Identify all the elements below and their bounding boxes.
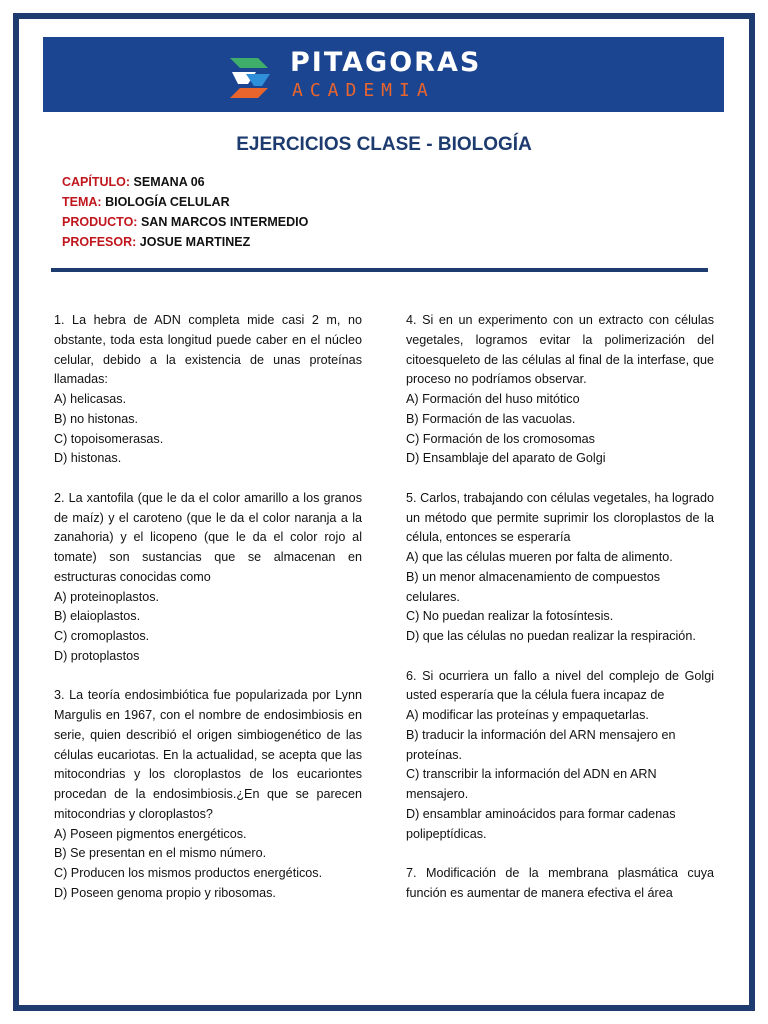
meta-key: PRODUCTO: — [62, 215, 138, 229]
option: B) elaioplastos. — [54, 609, 141, 624]
meta-key: CAPÍTULO: — [62, 175, 131, 189]
option: D) ensamblar aminoácidos para formar cadenas polipeptídicas. — [406, 806, 676, 841]
option: A) Formación del huso mitótico — [406, 392, 580, 406]
option: B) un menor almacenamiento de compuestos celulares. — [406, 569, 661, 604]
meta-value: BIOLOGÍA CELULAR — [105, 195, 230, 209]
meta-value: SAN MARCOS INTERMEDIO — [140, 215, 309, 229]
option: A) modificar las proteínas y empaquetarlas. — [406, 708, 649, 722]
option: D) que las células no puedan realizar la respiración. — [406, 629, 696, 643]
meta-row-topic — [62, 192, 308, 212]
question-4 — [406, 311, 714, 469]
course-info — [62, 172, 308, 252]
brand-name: PITAGORAS — [290, 47, 482, 78]
meta-key: PROFESOR: — [62, 235, 137, 249]
option: B) Formación de las vacuolas. — [406, 411, 576, 426]
left-column — [54, 311, 362, 923]
question-1 — [54, 311, 362, 469]
right-column — [406, 311, 714, 923]
question-3 — [54, 686, 362, 903]
option: D) protoplastos — [54, 648, 140, 663]
question-stem: 1. La hebra de ADN completa mide casi 2 m, no obstante, toda esta longitud puede caber en el núcleo celular, debido a la existencia de unas proteínas llamadas: — [54, 313, 362, 387]
pitagoras-logo-icon — [228, 50, 274, 102]
option: A) helicasas. — [54, 392, 127, 406]
question-stem: 6. Si ocurriera un fallo a nivel del complejo de Golgi usted esperaría que la célula fuera incapaz de — [406, 668, 714, 703]
meta-value: SEMANA 06 — [133, 175, 205, 189]
option: A) Poseen pigmentos energéticos. — [54, 826, 247, 841]
question-5 — [406, 489, 714, 647]
option: D) Ensamblaje del aparato de Golgi — [406, 451, 606, 466]
option: A) que las células mueren por falta de alimento. — [406, 550, 673, 564]
page-title: EJERCICIOS CLASE - BIOLOGÍA — [236, 134, 532, 155]
option: C) No puedan realizar la fotosíntesis. — [406, 609, 614, 624]
header-divider — [51, 268, 708, 272]
option: C) cromoplastos. — [54, 629, 150, 643]
meta-value: JOSUE MARTINEZ — [139, 235, 251, 249]
option: C) Producen los mismos productos energéticos. — [54, 866, 323, 880]
option: D) Poseen genoma propio y ribosomas. — [54, 885, 276, 900]
option: B) Se presentan en el mismo número. — [54, 846, 267, 861]
question-stem: 2. La xantofila (que le da el color amarillo a los granos de maíz) y el caroteno (que le da el color naranja a la zanahoria) y el licopeno (que le da el color rojo al tomate) son sustancias que se almacenan en estructuras conocidas como — [54, 490, 362, 584]
question-7 — [406, 864, 714, 904]
meta-row-teacher — [62, 232, 308, 252]
meta-key: TEMA: — [62, 195, 102, 209]
meta-row-product — [62, 212, 308, 232]
option: C) transcribir la información del ADN en ARN mensajero. — [406, 767, 657, 801]
option: B) traducir la información del ARN mensajero en proteínas. — [406, 727, 676, 762]
question-stem: 3. La teoría endosimbiótica fue popularizada por Lynn Margulis en 1967, con el nombre de endosimbiosis en serie, quien describió el origen simbiogenético de las células eucariotas. En la actualidad, se acepta que las mitocondrias y los cloroplastos de los eucariontes procedan de la endosimbiosis.¿En que se parecen mitocondrias y cloroplastos? — [54, 688, 362, 821]
question-2 — [54, 489, 362, 667]
option: C) Formación de los cromosomas — [406, 431, 595, 446]
option: B) no histonas. — [54, 411, 139, 426]
question-6 — [406, 667, 714, 845]
option: D) histonas. — [54, 451, 122, 466]
meta-row-chapter — [62, 172, 308, 192]
brand-subtitle: ACADEMIA — [292, 80, 435, 101]
question-stem: 4. Si en un experimento con un extracto con células vegetales, logramos evitar la polimerización del citoesqueleto de las células al final de la interfase, que proceso no podríamos observar. — [406, 313, 714, 387]
option: C) topoisomerasas. — [54, 431, 164, 446]
question-stem: 5. Carlos, trabajando con células vegetales, ha logrado un método que permite suprimir los cloroplastos de la célula, entonces se esperaría — [406, 490, 714, 545]
option: A) proteinoplastos. — [54, 589, 160, 604]
question-stem: 7. Modificación de la membrana plasmática cuya función es aumentar de manera efectiva el área — [406, 866, 714, 900]
